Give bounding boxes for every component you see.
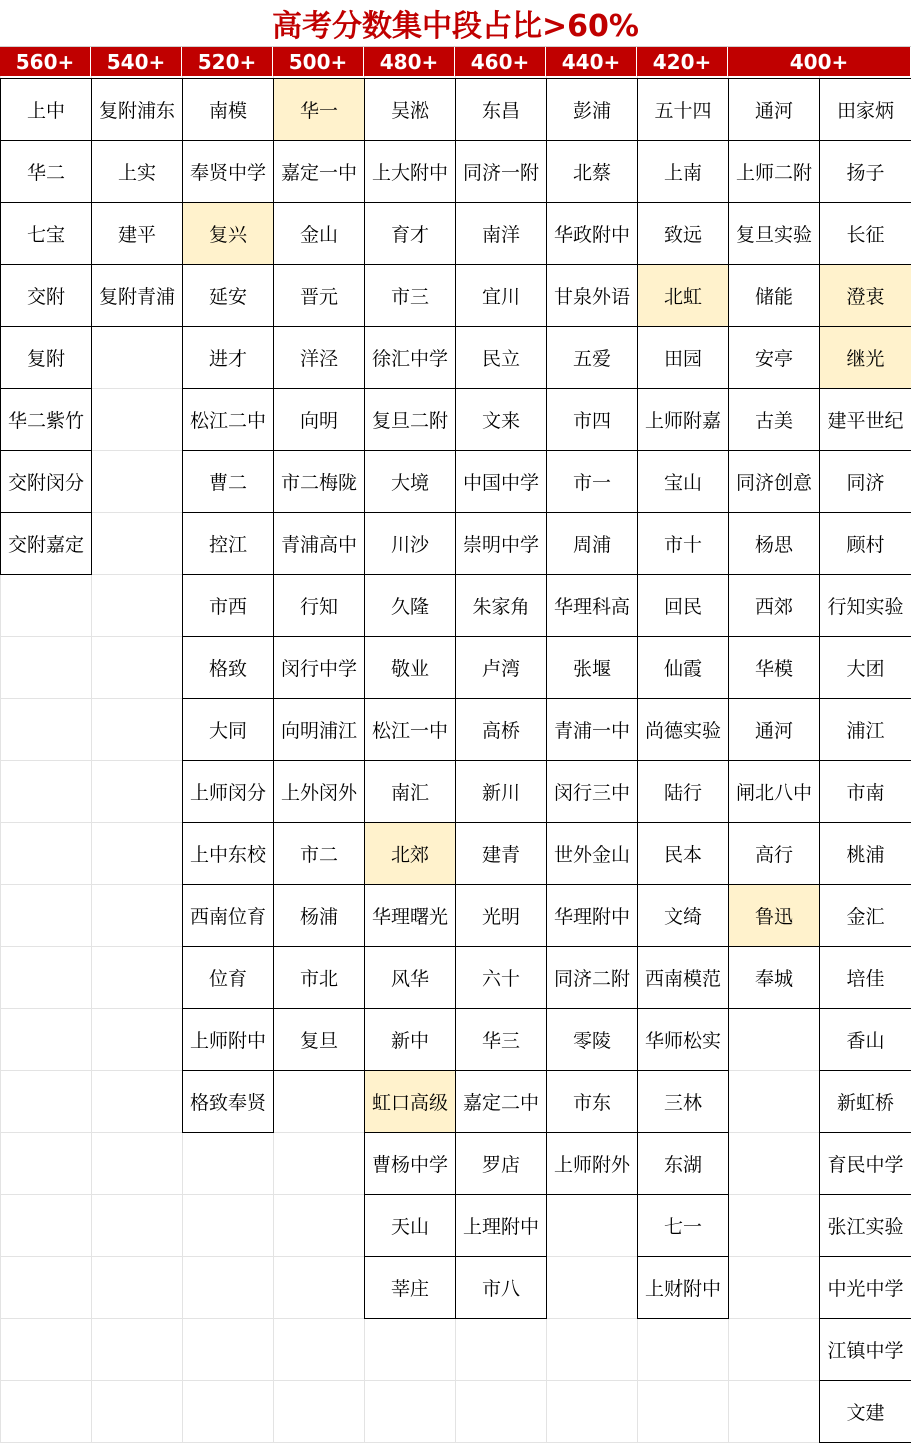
school-cell: 中国中学 [455, 450, 547, 513]
school-cell: 市东 [546, 1070, 638, 1133]
school-cell: 顾村 [819, 512, 911, 575]
school-cell: 文绮 [637, 884, 729, 947]
school-cell: 中光中学 [819, 1256, 911, 1319]
school-cell: 闵行中学 [273, 636, 365, 699]
school-cell: 徐汇中学 [364, 326, 456, 389]
school-cell: 六十 [455, 946, 547, 1009]
school-cell: 同济 [819, 450, 911, 513]
school-cell: 高桥 [455, 698, 547, 761]
school-cell: 西南模范 [637, 946, 729, 1009]
school-cell: 复附浦东 [91, 78, 183, 141]
school-cell: 上中 [0, 78, 92, 141]
column-header: 440+ [546, 47, 637, 76]
school-cell: 张江实验 [819, 1194, 911, 1257]
school-cell: 高行 [728, 822, 820, 885]
school-cell: 莘庄 [364, 1256, 456, 1319]
school-cell: 崇明中学 [455, 512, 547, 575]
school-cell: 上师附外 [546, 1132, 638, 1195]
school-cell: 市南 [819, 760, 911, 823]
school-cell: 安亭 [728, 326, 820, 389]
school-cell: 通河 [728, 78, 820, 141]
school-cell: 川沙 [364, 512, 456, 575]
school-cell: 同济一附 [455, 140, 547, 203]
school-cell: 杨浦 [273, 884, 365, 947]
school-cell: 建平世纪 [819, 388, 911, 451]
school-cell: 罗店 [455, 1132, 547, 1195]
school-cell: 鲁迅 [728, 884, 820, 947]
school-cell: 五十四 [637, 78, 729, 141]
school-cell: 培佳 [819, 946, 911, 1009]
school-cell: 朱家角 [455, 574, 547, 637]
school-cell: 宝山 [637, 450, 729, 513]
school-cell: 致远 [637, 202, 729, 265]
school-cell: 虹口高级 [364, 1070, 456, 1133]
school-cell: 久隆 [364, 574, 456, 637]
school-cell: 上师附嘉 [637, 388, 729, 451]
school-cell: 吴淞 [364, 78, 456, 141]
school-cell: 江镇中学 [819, 1318, 911, 1381]
school-cell: 北虹 [637, 264, 729, 327]
column-header: 460+ [455, 47, 546, 76]
school-cell: 古美 [728, 388, 820, 451]
school-cell: 回民 [637, 574, 729, 637]
school-cell: 向明浦江 [273, 698, 365, 761]
school-cell: 华理附中 [546, 884, 638, 947]
school-cell: 华一 [273, 78, 365, 141]
school-cell: 零陵 [546, 1008, 638, 1071]
school-cell: 周浦 [546, 512, 638, 575]
school-cell: 奉城 [728, 946, 820, 1009]
column-header: 500+ [273, 47, 364, 76]
school-cell: 西郊 [728, 574, 820, 637]
school-cell: 向明 [273, 388, 365, 451]
school-cell: 华政附中 [546, 202, 638, 265]
school-cell: 东湖 [637, 1132, 729, 1195]
school-cell: 储能 [728, 264, 820, 327]
school-cell: 闵行三中 [546, 760, 638, 823]
school-cell: 天山 [364, 1194, 456, 1257]
school-cell: 育才 [364, 202, 456, 265]
school-cell: 嘉定一中 [273, 140, 365, 203]
column-header: 520+ [182, 47, 273, 76]
school-cell: 张堰 [546, 636, 638, 699]
school-cell: 金汇 [819, 884, 911, 947]
school-cell: 文来 [455, 388, 547, 451]
school-cell: 曹杨中学 [364, 1132, 456, 1195]
school-cell: 华师松实 [637, 1008, 729, 1071]
school-cell: 世外金山 [546, 822, 638, 885]
school-cell: 东昌 [455, 78, 547, 141]
school-cell: 市四 [546, 388, 638, 451]
school-cell: 交附 [0, 264, 92, 327]
school-cell: 风华 [364, 946, 456, 1009]
school-cell: 闸北八中 [728, 760, 820, 823]
school-cell: 七一 [637, 1194, 729, 1257]
school-cell: 华三 [455, 1008, 547, 1071]
school-cell: 甘泉外语 [546, 264, 638, 327]
school-cell: 三林 [637, 1070, 729, 1133]
school-cell: 宜川 [455, 264, 547, 327]
school-cell: 香山 [819, 1008, 911, 1071]
school-cell: 华二 [0, 140, 92, 203]
column-header: 540+ [91, 47, 182, 76]
school-cell: 上实 [91, 140, 183, 203]
school-cell: 南模 [182, 78, 274, 141]
column-header: 560+ [0, 47, 91, 76]
school-cell: 建平 [91, 202, 183, 265]
school-cell: 上南 [637, 140, 729, 203]
school-cell: 扬子 [819, 140, 911, 203]
school-cell: 光明 [455, 884, 547, 947]
school-cell: 陆行 [637, 760, 729, 823]
school-cell: 大境 [364, 450, 456, 513]
school-cell: 澄衷 [819, 264, 911, 327]
school-cell: 建青 [455, 822, 547, 885]
school-cell: 市一 [546, 450, 638, 513]
school-cell: 南汇 [364, 760, 456, 823]
school-cell: 上财附中 [637, 1256, 729, 1319]
school-cell: 桃浦 [819, 822, 911, 885]
school-cell: 杨思 [728, 512, 820, 575]
school-cell: 行知实验 [819, 574, 911, 637]
school-cell: 西南位育 [182, 884, 274, 947]
school-cell: 嘉定二中 [455, 1070, 547, 1133]
school-cell: 上师闵分 [182, 760, 274, 823]
school-cell: 交附闵分 [0, 450, 92, 513]
school-cell: 上师二附 [728, 140, 820, 203]
school-cell: 市二梅陇 [273, 450, 365, 513]
school-cell: 继光 [819, 326, 911, 389]
school-cell: 松江二中 [182, 388, 274, 451]
school-cell: 交附嘉定 [0, 512, 92, 575]
school-cell: 格致 [182, 636, 274, 699]
school-cell: 彭浦 [546, 78, 638, 141]
school-cell: 同济创意 [728, 450, 820, 513]
school-cell: 育民中学 [819, 1132, 911, 1195]
column-header: 420+ [637, 47, 728, 76]
school-cell: 上外闵外 [273, 760, 365, 823]
school-cell: 大团 [819, 636, 911, 699]
school-cell: 市八 [455, 1256, 547, 1319]
school-cell: 同济二附 [546, 946, 638, 1009]
school-cell: 敬业 [364, 636, 456, 699]
school-cell: 曹二 [182, 450, 274, 513]
school-cell: 奉贤中学 [182, 140, 274, 203]
school-cell: 复附 [0, 326, 92, 389]
school-cell: 上师附中 [182, 1008, 274, 1071]
column-header: 400+ [728, 47, 911, 76]
school-cell: 北蔡 [546, 140, 638, 203]
column-header: 480+ [364, 47, 455, 76]
school-cell: 华二紫竹 [0, 388, 92, 451]
school-cell: 格致奉贤 [182, 1070, 274, 1133]
school-cell: 上理附中 [455, 1194, 547, 1257]
school-cell: 行知 [273, 574, 365, 637]
school-cell: 华理曙光 [364, 884, 456, 947]
school-cell: 大同 [182, 698, 274, 761]
school-cell: 进才 [182, 326, 274, 389]
school-cell: 尚德实验 [637, 698, 729, 761]
school-cell: 华模 [728, 636, 820, 699]
school-cell: 洋泾 [273, 326, 365, 389]
school-cell: 新虹桥 [819, 1070, 911, 1133]
school-cell: 复旦实验 [728, 202, 820, 265]
school-cell: 通河 [728, 698, 820, 761]
school-cell: 市三 [364, 264, 456, 327]
school-cell: 控江 [182, 512, 274, 575]
school-cell: 南洋 [455, 202, 547, 265]
school-cell: 民本 [637, 822, 729, 885]
school-cell: 晋元 [273, 264, 365, 327]
school-cell: 新中 [364, 1008, 456, 1071]
school-cell: 复兴 [182, 202, 274, 265]
school-cell: 市十 [637, 512, 729, 575]
school-cell: 青浦高中 [273, 512, 365, 575]
school-cell: 延安 [182, 264, 274, 327]
school-cell: 复旦二附 [364, 388, 456, 451]
school-cell: 新川 [455, 760, 547, 823]
school-cell: 田家炳 [819, 78, 911, 141]
school-cell: 上中东校 [182, 822, 274, 885]
school-cell: 金山 [273, 202, 365, 265]
school-cell: 复旦 [273, 1008, 365, 1071]
school-cell: 上大附中 [364, 140, 456, 203]
school-cell: 七宝 [0, 202, 92, 265]
school-cell: 卢湾 [455, 636, 547, 699]
school-cell: 青浦一中 [546, 698, 638, 761]
school-cell: 民立 [455, 326, 547, 389]
school-cell: 市北 [273, 946, 365, 1009]
sheet-title: 高考分数集中段占比>60% [0, 0, 911, 47]
school-cell: 仙霞 [637, 636, 729, 699]
school-cell: 五爱 [546, 326, 638, 389]
school-cell: 位育 [182, 946, 274, 1009]
school-cell: 长征 [819, 202, 911, 265]
school-cell: 松江一中 [364, 698, 456, 761]
school-cell: 市二 [273, 822, 365, 885]
school-cell: 文建 [819, 1380, 911, 1443]
school-cell: 北郊 [364, 822, 456, 885]
school-cell: 浦江 [819, 698, 911, 761]
school-cell: 市西 [182, 574, 274, 637]
school-cell: 复附青浦 [91, 264, 183, 327]
gridline [0, 1380, 911, 1381]
school-cell: 田园 [637, 326, 729, 389]
school-cell: 华理科高 [546, 574, 638, 637]
